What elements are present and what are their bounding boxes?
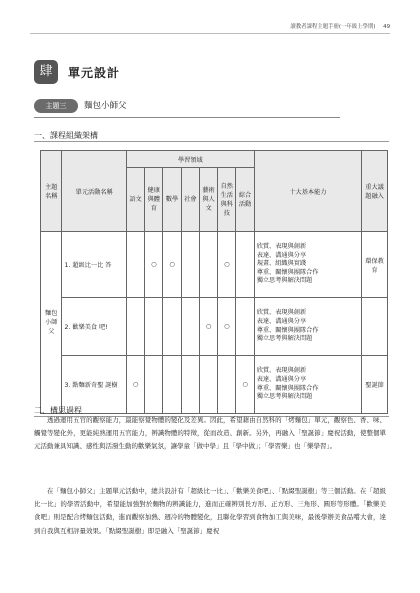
mark-cell: ○ <box>126 356 144 414</box>
area-science-life-tech: 自然生活與科技 <box>218 168 236 232</box>
topic-badge: 主題三 <box>34 99 78 113</box>
header-activity-name: 單元活動名稱 <box>62 151 126 232</box>
mark-cell: ○ <box>199 298 217 356</box>
issue-cell: 環保教育 <box>362 232 388 298</box>
ability-item: 欣賞、表現與創新 <box>256 309 307 317</box>
table-row <box>41 232 388 298</box>
table-header-row-1 <box>41 151 388 168</box>
ability-item: 尊重、關懷與團隊合作 <box>256 268 319 276</box>
curriculum-table <box>40 150 388 414</box>
area-social: 社會 <box>181 168 199 232</box>
ability-item: 尊重、關懷與團隊合作 <box>256 384 319 392</box>
section-rule-1 <box>34 141 389 142</box>
mark-cell <box>126 232 144 298</box>
mark-cell: ○ <box>218 298 236 356</box>
mark-cell <box>145 356 163 414</box>
area-arts: 藝術與人文 <box>199 168 217 232</box>
activity-cell: 1. 超級比一比 答 <box>62 232 126 298</box>
activity-cell: 3. 點麵新奇聖 誕樹 <box>62 356 126 414</box>
header-theme-name: 主題名稱 <box>41 151 62 232</box>
page-number: 49 <box>383 24 390 30</box>
abilities-cell <box>254 232 361 298</box>
mark-cell: ○ <box>236 356 254 414</box>
ability-item: 規畫、組織與實踐 <box>256 260 307 268</box>
area-math: 數學 <box>163 168 181 232</box>
mark-cell <box>236 232 254 298</box>
ability-item: 欣賞、表現與創新 <box>256 367 307 375</box>
table-row <box>41 356 388 414</box>
mark-cell <box>218 356 236 414</box>
mark-cell <box>163 298 181 356</box>
unit-mark: 肆 <box>34 60 58 84</box>
mark-cell: ○ <box>145 232 163 298</box>
issue-cell <box>362 298 388 356</box>
ability-item: 獨立思考與解決問題 <box>256 335 313 343</box>
header-learning-areas: 學習領域 <box>126 151 254 168</box>
mark-cell <box>181 356 199 414</box>
section-heading-2: 二、構思過程 <box>34 406 82 415</box>
mark-cell <box>199 232 217 298</box>
running-header <box>290 22 390 30</box>
ability-item: 欣賞、表現與創新 <box>256 243 307 251</box>
mark-cell <box>163 356 181 414</box>
unit-title: 單元設計 <box>68 66 121 80</box>
ability-item: 表達、溝通與分享 <box>256 251 307 259</box>
topic-title: 麵包小師父 <box>84 101 127 111</box>
mark-cell <box>199 356 217 414</box>
running-title: 讀教者課程主題手冊(一年級上學期) <box>290 24 376 30</box>
ability-item: 尊重、關懷與團隊合作 <box>256 326 319 334</box>
area-health-pe: 健康與體育 <box>145 168 163 232</box>
paragraph-1: 透過運用五官的觀察能力，最能察覺物體的變化及差異。因此，希望藉由自然科的「烤麵包」單元，觀察色、香、味、觸覺等變化外，更能純熟運用五官能力，辨識物體的特徵，從而改造、創新。另外，再融入「聖誕節」慶祝活動，使整個單元活動兼具知識、感性與活潑生動的歡樂氣氛，讓學童「做中學」且「學中做」；「學習樂」也「樂學習」。 <box>34 416 386 451</box>
mark-cell <box>126 298 144 356</box>
section-heading-1: 一、課程組織架構 <box>34 131 98 140</box>
ability-item: 獨立思考與解決問題 <box>256 277 313 285</box>
header-rule <box>30 33 390 34</box>
topic-rule <box>34 117 340 118</box>
header-issues: 重大議題融入 <box>362 151 388 232</box>
mark-cell <box>236 298 254 356</box>
table-row <box>41 298 388 356</box>
mark-cell <box>145 298 163 356</box>
area-integrative: 綜合活動 <box>236 168 254 232</box>
abilities-cell <box>254 298 361 356</box>
theme-cell: 麵包小師父 <box>41 232 62 414</box>
mark-cell <box>181 298 199 356</box>
mark-cell <box>181 232 199 298</box>
area-chinese: 語文 <box>126 168 144 232</box>
ability-item: 表達、溝通與分享 <box>256 375 307 383</box>
mark-cell: ○ <box>218 232 236 298</box>
ability-item: 表達、溝通與分享 <box>256 317 307 325</box>
ability-item: 獨立思考與解決問題 <box>256 393 313 401</box>
issue-cell: 聖誕節 <box>362 356 388 414</box>
activity-cell: 2. 歡樂美食 吧! <box>62 298 126 356</box>
header-abilities: 十大基本能力 <box>254 151 361 232</box>
mark-cell: ○ <box>163 232 181 298</box>
abilities-cell <box>254 356 361 414</box>
paragraph-2: 在「麵包小師父」主題單元活動中，總共設計有「超級比一比」、「歡樂美食吧」、「點綴聖誕樹」等三個活動。在「超級比一比」的學習活動中，希望能加強對於麵物的辨識能力，進而正確辨別長方形、正方形、三角形、圓形等形體。「歡樂美食吧」則是配合烤麵包活動，進而觀察加熱、週冷的物體變化，且聯化學習到食物加工與美味，最後學辦美食品嚐大會，達到自我與互相評量效果。「點綴聖誕樹」即是融入「聖誕節」慶祝 <box>34 487 386 535</box>
